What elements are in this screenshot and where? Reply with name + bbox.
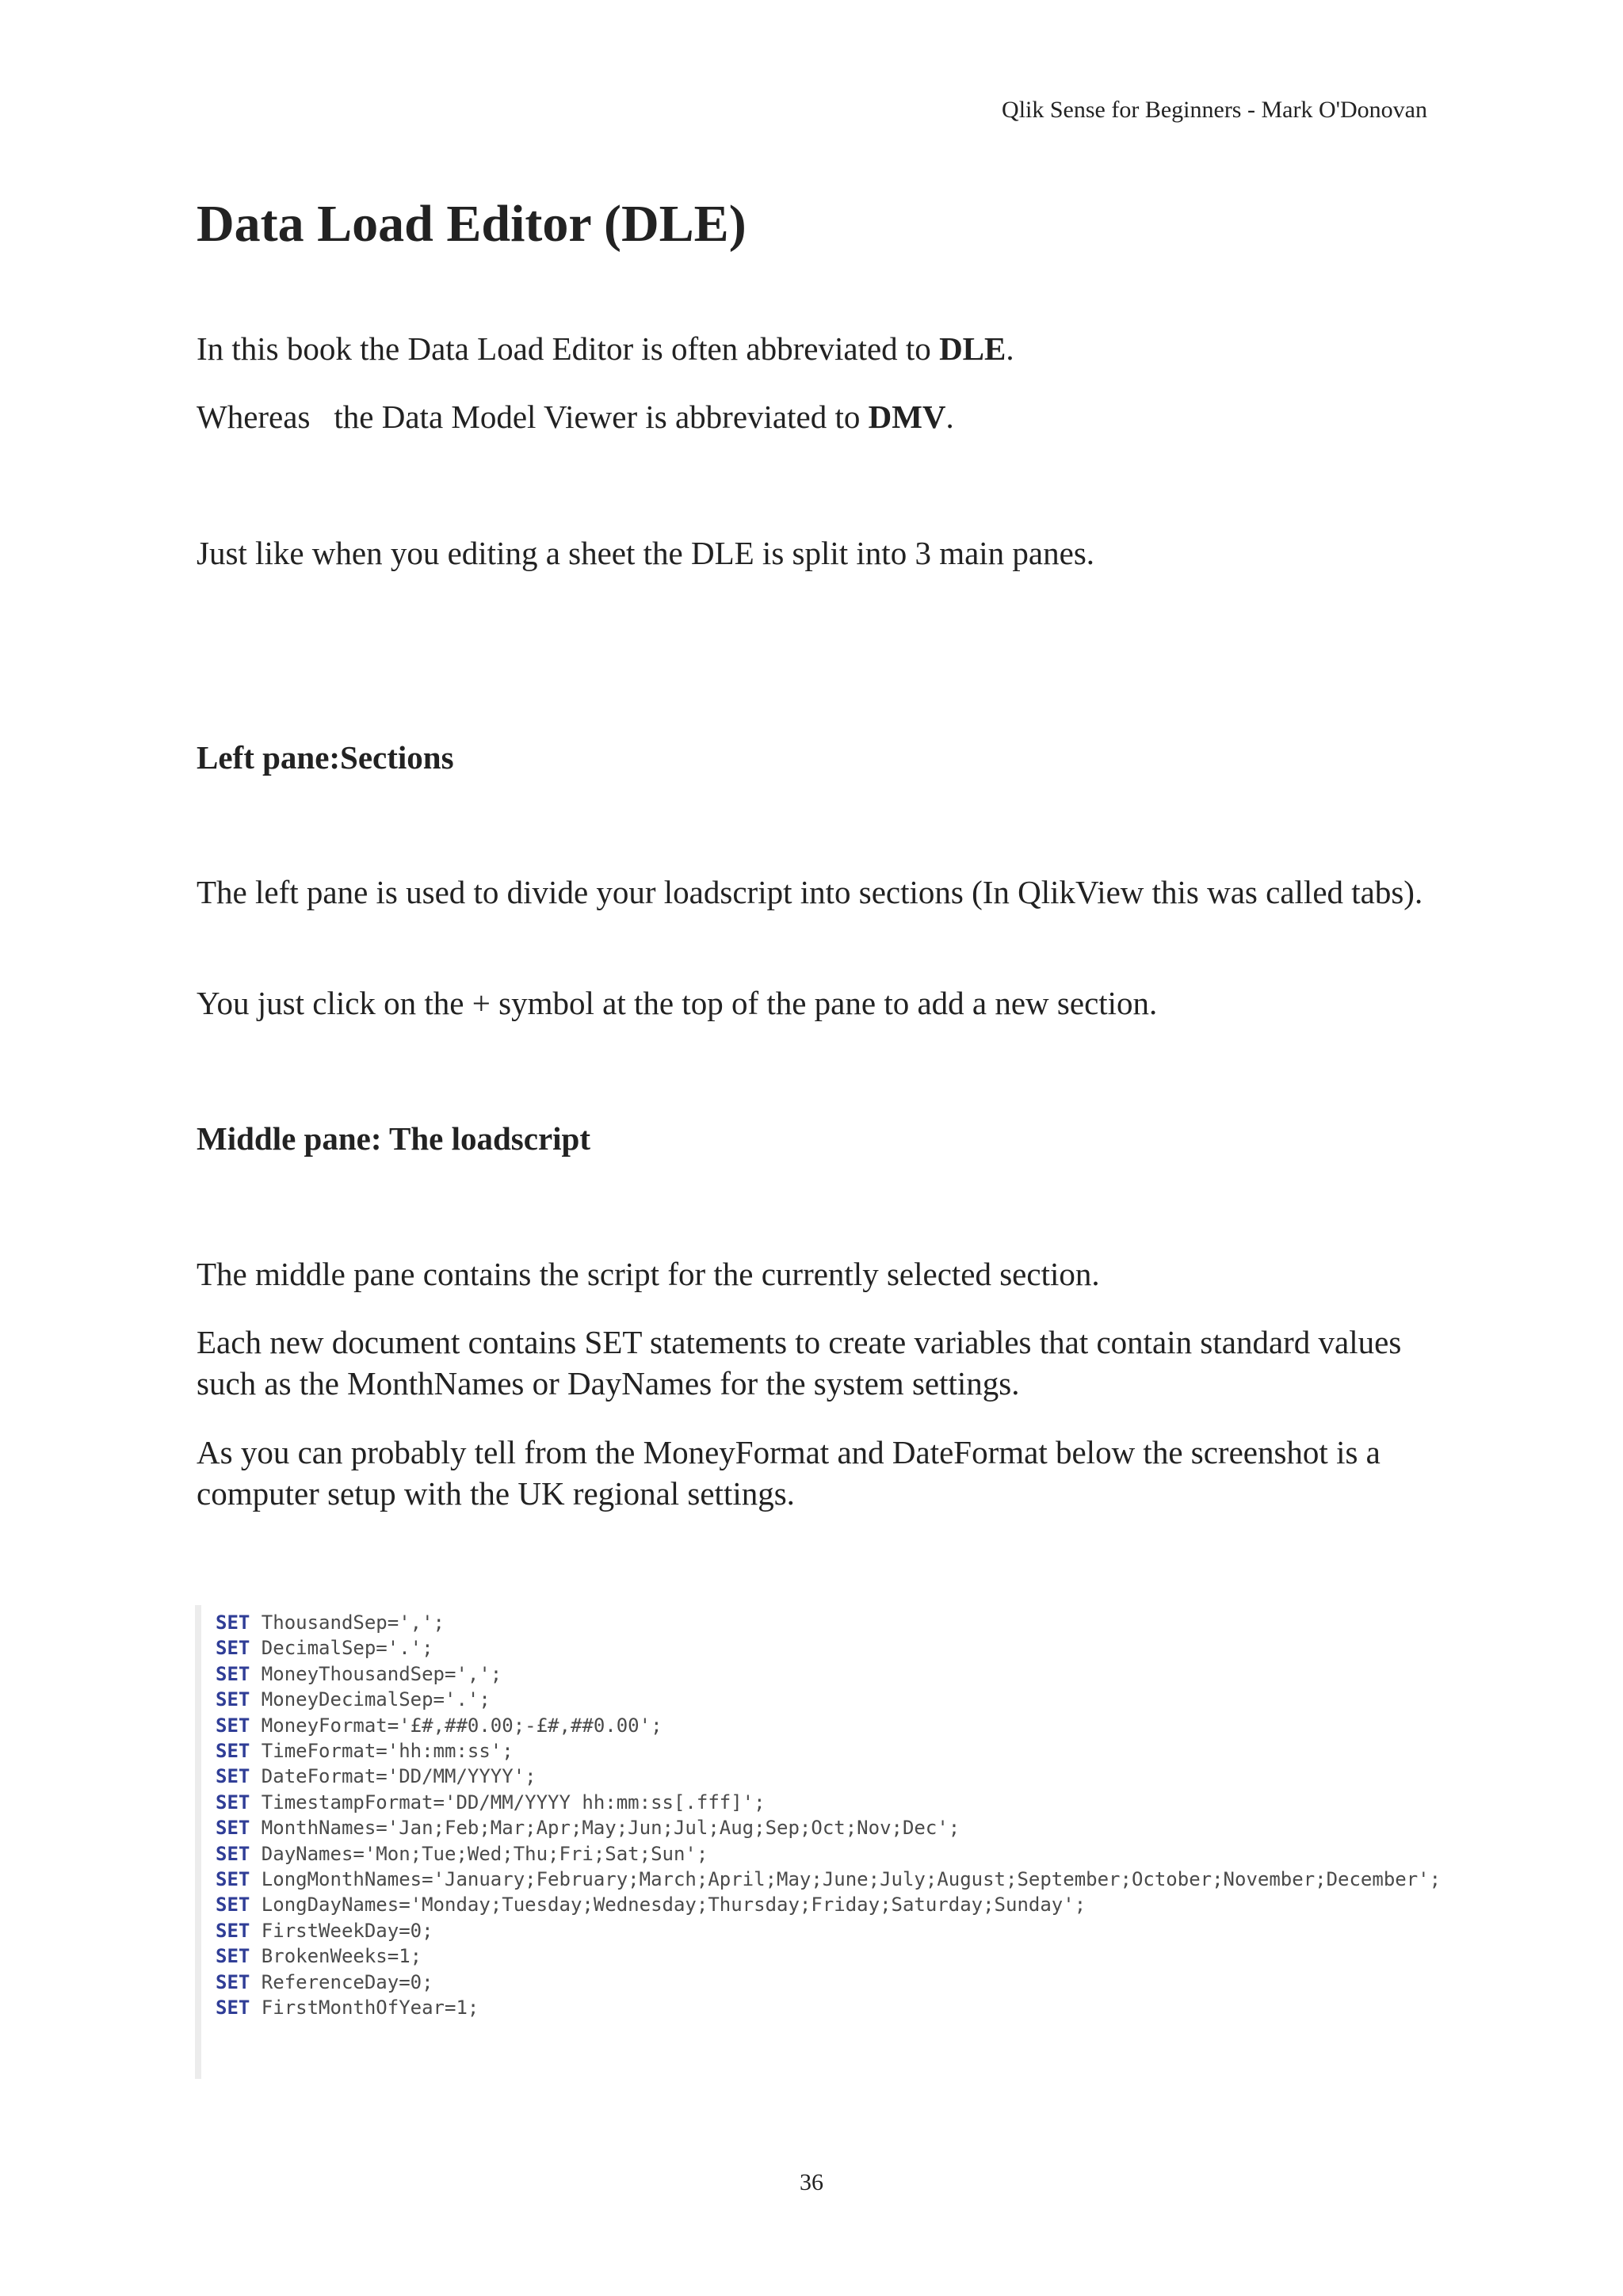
script-line <box>216 1635 1441 1661</box>
script-statement: LongMonthNames='January;February;March;April;May;June;July;August;September;October;November;December'; <box>250 1868 1442 1891</box>
script-statement: DayNames='Mon;Tue;Wed;Thu;Fri;Sat;Sun'; <box>250 1842 708 1865</box>
script-line <box>216 1943 1441 1969</box>
whereas-word: Whereas <box>197 399 311 435</box>
script-line <box>216 1918 1441 1943</box>
dmv-abbreviation: DMV <box>868 399 946 435</box>
set-keyword: SET <box>216 1894 250 1917</box>
script-line <box>216 1815 1441 1840</box>
script-line <box>216 1661 1441 1687</box>
set-keyword: SET <box>216 1740 250 1763</box>
script-statement: TimestampFormat='DD/MM/YYYY hh:mm:ss[.fff]'; <box>250 1791 766 1814</box>
script-statement: FirstMonthOfYear=1; <box>250 1997 479 2019</box>
script-line <box>216 1790 1441 1815</box>
set-keyword: SET <box>216 1945 250 1968</box>
set-keyword: SET <box>216 1919 250 1942</box>
intro-paragraph-dle <box>197 328 1433 369</box>
panes-paragraph: Just like when you editing a sheet the DLE is split into 3 main panes. <box>197 535 1095 571</box>
script-statement: ThousandSep=','; <box>250 1611 445 1634</box>
set-keyword: SET <box>216 1842 250 1865</box>
script-lines <box>216 1610 1441 2021</box>
script-statement: MoneyDecimalSep='.'; <box>250 1688 491 1711</box>
script-statement: TimeFormat='hh:mm:ss'; <box>250 1740 514 1763</box>
script-statement: MoneyThousandSep=','; <box>250 1662 502 1685</box>
script-line <box>216 1867 1441 1892</box>
set-keyword: SET <box>216 1637 250 1660</box>
set-keyword: SET <box>216 1817 250 1840</box>
script-line <box>216 1995 1441 2020</box>
set-keyword: SET <box>216 1611 250 1634</box>
set-keyword: SET <box>216 1970 250 1993</box>
set-keyword: SET <box>216 1765 250 1788</box>
script-statement: MonthNames='Jan;Feb;Mar;Apr;May;Jun;Jul;Aug;Sep;Oct;Nov;Dec'; <box>250 1817 960 1840</box>
set-keyword: SET <box>216 1868 250 1891</box>
set-keyword: SET <box>216 1791 250 1814</box>
intro-period: . <box>1006 330 1014 367</box>
script-line <box>216 1841 1441 1867</box>
page-number: 36 <box>800 2169 823 2195</box>
loadscript-screenshot <box>195 1605 1606 2079</box>
script-line <box>216 1713 1441 1738</box>
dmv-period: . <box>945 399 954 435</box>
dmv-text: the Data Model Viewer is abbreviated to <box>334 399 869 435</box>
set-keyword: SET <box>216 1714 250 1737</box>
editor-gutter <box>195 1605 201 2079</box>
script-statement: DateFormat='DD/MM/YYYY'; <box>250 1765 537 1788</box>
middle-pane-paragraph-3: As you can probably tell from the MoneyFormat and DateFormat below the screenshot is a computer setup with the UK regional settings. <box>197 1434 1381 1512</box>
script-line <box>216 1970 1441 1995</box>
middle-pane-heading: Middle pane: The loadscript <box>197 1120 590 1157</box>
middle-pane-paragraph-2: Each new document contains SET statements to create variables that contain standard values such as the MonthNames or DayNames for the system settings. <box>197 1324 1402 1402</box>
script-line <box>216 1687 1441 1712</box>
set-keyword: SET <box>216 1662 250 1685</box>
intro-text: In this book the Data Load Editor is often abbreviated to <box>197 330 940 367</box>
set-keyword: SET <box>216 1997 250 2019</box>
script-statement: ReferenceDay=0; <box>250 1970 433 1993</box>
script-line <box>216 1892 1441 1917</box>
script-statement: FirstWeekDay=0; <box>250 1919 433 1942</box>
left-pane-heading: Left pane:Sections <box>197 739 454 776</box>
page-title: Data Load Editor (DLE) <box>197 195 747 253</box>
script-line <box>216 1610 1441 1635</box>
script-statement: BrokenWeeks=1; <box>250 1945 422 1968</box>
dle-abbreviation: DLE <box>939 330 1006 367</box>
script-line <box>216 1764 1441 1789</box>
script-statement: MoneyFormat='£#,##0.00;-£#,##0.00'; <box>250 1714 663 1737</box>
left-pane-paragraph-1: The left pane is used to divide your loadscript into sections (In QlikView this was called tabs). <box>197 874 1423 910</box>
running-header: Qlik Sense for Beginners - Mark O'Donovan <box>1002 97 1427 123</box>
script-statement: DecimalSep='.'; <box>250 1637 433 1660</box>
script-line <box>216 1738 1441 1764</box>
intro-paragraph-dmv <box>197 396 1433 437</box>
set-keyword: SET <box>216 1688 250 1711</box>
script-statement: LongDayNames='Monday;Tuesday;Wednesday;Thursday;Friday;Saturday;Sunday'; <box>250 1894 1086 1917</box>
left-pane-paragraph-2: You just click on the + symbol at the top of the pane to add a new section. <box>197 985 1158 1021</box>
middle-pane-paragraph-1: The middle pane contains the script for the currently selected section. <box>197 1256 1100 1292</box>
